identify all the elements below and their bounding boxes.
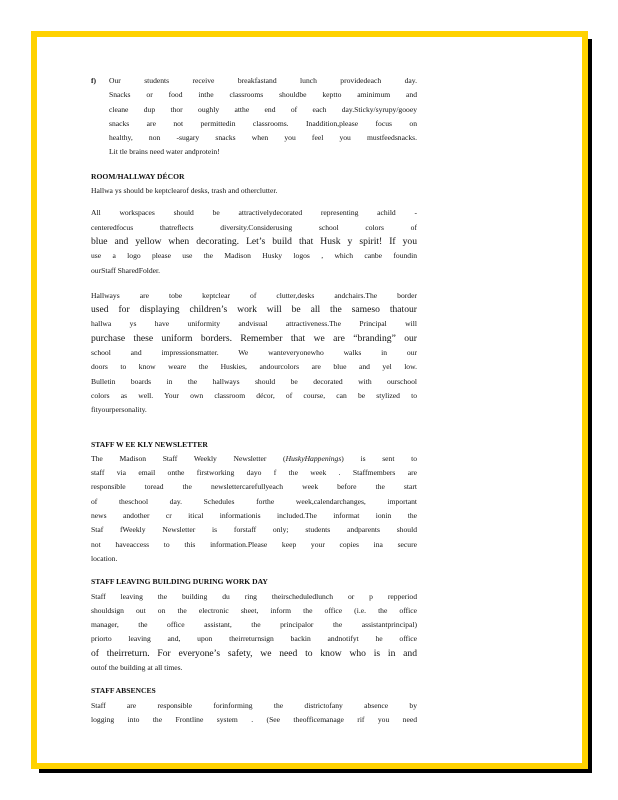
text-line: of theirreturn. For everyone’s safety, we need to know who is in and: [91, 647, 417, 659]
text-line: priorto leaving and, upon theirreturnsign backin andnotifyt he office: [91, 634, 417, 644]
text-span: The Madison Staff Weekly Newsletter (: [91, 453, 286, 463]
text-line: Staf fWeekly Newsletter is forstaff only; students andparents should: [91, 525, 417, 535]
text-line: blue and yellow when decorating. Let’s build that Husk y spirit! If you: [91, 235, 417, 247]
text-line: use a logo please use the Madison Husky logos , which canbe foundin: [91, 251, 417, 261]
newsletter-title: HuskyHappenings: [285, 453, 342, 463]
text-span: ) is sent to: [341, 453, 417, 463]
leaving-building-heading: STAFF LEAVING BUILDING DURING WORK DAY: [91, 577, 268, 587]
hallway-clutter-paragraph: [91, 289, 417, 418]
list-marker: f): [91, 76, 97, 85]
text-line: Snacks or food inthe classrooms shouldbe keptto aminimum and: [109, 90, 417, 100]
text-line: Lit tle brains need water andprotein!: [109, 147, 220, 157]
text-line: Hallways are tobe keptclear of clutter,desks andchairs.The border: [91, 290, 417, 300]
text-line: of theschool day. Schedules forthe week,calendarchanges, important: [91, 496, 417, 506]
newsletter-paragraph: [91, 452, 417, 566]
text-line: school and impressionsmatter. We wanteveryonewho walks in our: [91, 348, 417, 358]
text-line: Staff are responsible forinforming the districtofany absence by: [91, 700, 417, 710]
document-body: [91, 74, 417, 727]
text-line: location.: [91, 553, 118, 563]
leaving-building-paragraph: [91, 590, 417, 676]
text-line: [91, 452, 417, 466]
text-line: outof the building at all times.: [91, 662, 183, 672]
hallway-paragraph: Hallwa ys should be keptclearof desks, trash and otherclutter.: [91, 186, 278, 196]
absences-paragraph: [91, 699, 417, 728]
text-line: colors as well. Your own classroom décor, of course, can be stylized to: [91, 390, 417, 400]
text-line: not haveaccess to this information.Please keep your copies ina secure: [91, 539, 417, 549]
text-line: news andother cr itical informationis included.The informat ionin the: [91, 511, 417, 521]
workspace-paragraph: [91, 206, 417, 277]
newsletter-heading: STAFF W EE KLY NEWSLETTER: [91, 439, 208, 449]
text-line: logging into the Frontline system . (See theofficemanage rif you need: [91, 714, 417, 724]
text-line: staff via email onthe firstworking dayo f the week . Staffmembers are: [91, 468, 417, 478]
text-line: Bulletin boards in the hallways should be decorated with ourschool: [91, 376, 417, 386]
text-line: shouldsign out on the electronic sheet, inform the office (i.e. the office: [91, 605, 417, 615]
absences-heading: STAFF ABSENCES: [91, 686, 156, 696]
text-line: ourStaff SharedFolder.: [91, 265, 161, 275]
text-line: healthy, non -sugary snacks when you feel you mustfeedsnacks.: [109, 133, 417, 143]
text-line: fityourpersonality.: [91, 405, 147, 415]
text-line: used for displaying children’s work will be all the sameso thatour: [91, 304, 417, 316]
text-line: hallwa ys have uniformity andvisual attractiveness.The Principal will: [91, 319, 417, 329]
text-line: cleane dup thor oughly atthe end of each day.Sticky/syrupy/gooey: [109, 104, 417, 114]
text-line: purchase these uniform borders. Remember that we are “branding” our: [91, 332, 417, 344]
text-line: snacks are not permittedin classrooms. Inaddition,please focus on: [109, 118, 417, 128]
text-line: All workspaces should be attractivelydecorated representing achild -: [91, 208, 417, 218]
text-line: Staff leaving the building du ring theirscheduledlunch or p repperiod: [91, 591, 417, 601]
text-line: responsible toread the newslettercarefullyeach week before the start: [91, 482, 417, 492]
text-line: centeredfocus thatreflects diversity.Considerusing school colors of: [91, 222, 417, 232]
text-line: doors to know weare the Huskies, andourcolors are blue and yel low.: [91, 362, 417, 372]
text-line: Our students receive breakfastand lunch providedeach day.: [109, 76, 417, 85]
room-hallway-heading: ROOM/HALLWAY DÉCOR: [91, 171, 185, 181]
breakfast-list-item: [91, 74, 417, 160]
text-line: manager, the office assistant, the principalor the assistantprincipal): [91, 620, 417, 630]
